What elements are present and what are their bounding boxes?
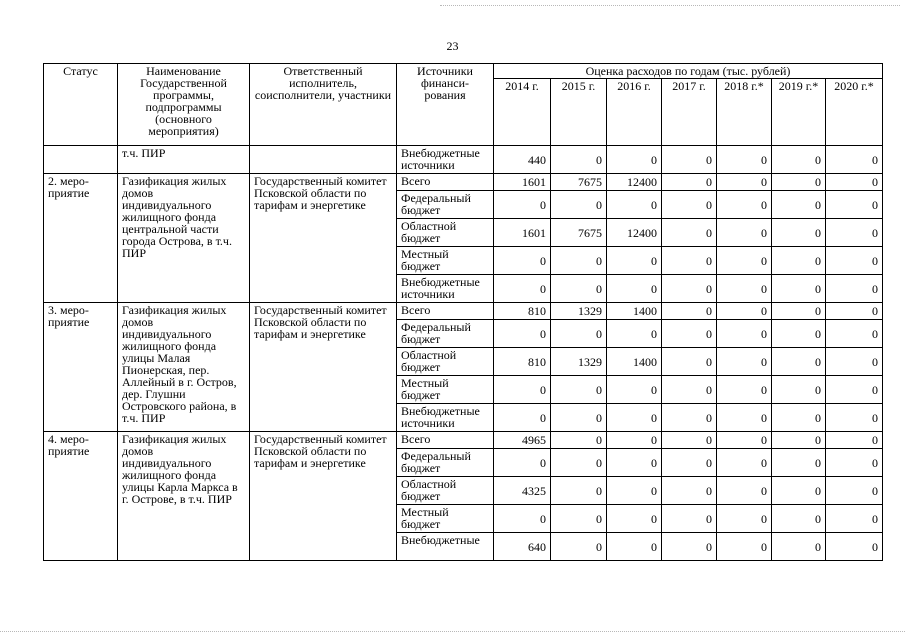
amount-cell: 0	[662, 303, 717, 320]
table-row	[44, 174, 883, 191]
amount-cell: 4325	[494, 477, 551, 505]
amount-cell: 0	[607, 505, 662, 533]
amount-cell: 1601	[494, 219, 551, 247]
funding-source-cell: Областной бюджет	[397, 477, 494, 505]
funding-source-cell: Областной бюджет	[397, 219, 494, 247]
amount-cell: 0	[772, 219, 826, 247]
amount-cell: 0	[717, 505, 772, 533]
amount-cell: 0	[494, 275, 551, 303]
amount-cell: 1400	[607, 303, 662, 320]
amount-cell: 7675	[551, 219, 607, 247]
amount-cell: 0	[772, 303, 826, 320]
amount-cell: 0	[772, 174, 826, 191]
amount-cell: 0	[772, 320, 826, 348]
amount-cell: 0	[772, 275, 826, 303]
amount-cell: 0	[551, 146, 607, 174]
amount-cell: 0	[662, 320, 717, 348]
scan-edge-bottom	[0, 631, 905, 633]
amount-cell: 0	[717, 174, 772, 191]
amount-cell: 0	[607, 404, 662, 432]
amount-cell: 0	[607, 146, 662, 174]
responsible-cell: Государственный комитет Псковской области по тарифам и энергетике	[250, 432, 397, 561]
amount-cell: 0	[607, 432, 662, 449]
amount-cell: 0	[826, 404, 883, 432]
header-status: Статус	[44, 64, 118, 146]
amount-cell: 0	[494, 247, 551, 275]
amount-cell: 0	[826, 477, 883, 505]
amount-cell: 12400	[607, 174, 662, 191]
amount-cell: 0	[717, 449, 772, 477]
amount-cell: 0	[662, 275, 717, 303]
amount-cell: 0	[717, 432, 772, 449]
funding-source-cell: Внебюджетные	[397, 533, 494, 561]
amount-cell: 0	[826, 303, 883, 320]
amount-cell: 0	[772, 432, 826, 449]
header-year: 2015 г.	[551, 79, 607, 146]
amount-cell: 0	[551, 533, 607, 561]
amount-cell: 1329	[551, 348, 607, 376]
amount-cell: 0	[494, 320, 551, 348]
table-row	[44, 146, 883, 174]
funding-source-cell: Федеральный бюджет	[397, 449, 494, 477]
header-year: 2018 г.*	[717, 79, 772, 146]
amount-cell: 0	[772, 376, 826, 404]
amount-cell: 1400	[607, 348, 662, 376]
amount-cell: 0	[551, 191, 607, 219]
program-name-cell: Газификация жилых домов индивидуального жилищного фонда улицы Малая Пионерская, пер. Аллейный в г. Остров, дер. Глушни Островского района, в т.ч. ПИР	[118, 303, 250, 432]
amount-cell: 0	[717, 146, 772, 174]
amount-cell: 0	[717, 191, 772, 219]
amount-cell: 0	[717, 247, 772, 275]
header-year: 2014 г.	[494, 79, 551, 146]
amount-cell: 0	[772, 247, 826, 275]
amount-cell: 0	[551, 275, 607, 303]
amount-cell: 0	[662, 247, 717, 275]
amount-cell: 0	[717, 404, 772, 432]
budget-table	[43, 63, 883, 561]
header-year: 2019 г.*	[772, 79, 826, 146]
amount-cell: 1329	[551, 303, 607, 320]
amount-cell: 0	[772, 348, 826, 376]
amount-cell: 0	[826, 247, 883, 275]
header-responsible: Ответственный исполнитель, соисполнители, участники	[250, 64, 397, 146]
amount-cell: 0	[717, 275, 772, 303]
scan-edge-top	[440, 5, 900, 7]
page-number: 23	[446, 39, 459, 53]
funding-source-cell: Местный бюджет	[397, 505, 494, 533]
amount-cell: 0	[607, 477, 662, 505]
amount-cell: 0	[607, 320, 662, 348]
amount-cell: 0	[551, 247, 607, 275]
amount-cell: 0	[772, 146, 826, 174]
funding-source-cell: Всего	[397, 174, 494, 191]
amount-cell: 0	[826, 191, 883, 219]
amount-cell: 0	[551, 376, 607, 404]
header-sources: Источники финанси-рования	[397, 64, 494, 146]
funding-source-cell: Федеральный бюджет	[397, 320, 494, 348]
funding-source-cell: Внебюджетные источники	[397, 404, 494, 432]
program-name-cell: т.ч. ПИР	[118, 146, 250, 174]
amount-cell: 0	[662, 505, 717, 533]
amount-cell: 0	[717, 219, 772, 247]
amount-cell: 0	[607, 247, 662, 275]
amount-cell: 0	[662, 219, 717, 247]
amount-cell: 640	[494, 533, 551, 561]
header-year: 2017 г.	[662, 79, 717, 146]
amount-cell: 0	[717, 477, 772, 505]
amount-cell: 0	[607, 191, 662, 219]
amount-cell: 0	[662, 404, 717, 432]
amount-cell: 0	[826, 505, 883, 533]
funding-source-cell: Областной бюджет	[397, 348, 494, 376]
amount-cell: 0	[662, 477, 717, 505]
status-cell: 3. меро-приятие	[44, 303, 118, 432]
header-year: 2020 г.*	[826, 79, 883, 146]
amount-cell: 0	[662, 348, 717, 376]
responsible-cell: Государственный комитет Псковской области по тарифам и энергетике	[250, 303, 397, 432]
amount-cell: 0	[717, 376, 772, 404]
amount-cell: 0	[826, 219, 883, 247]
status-cell: 4. меро-приятие	[44, 432, 118, 561]
amount-cell: 0	[662, 146, 717, 174]
amount-cell: 0	[772, 404, 826, 432]
amount-cell: 810	[494, 348, 551, 376]
amount-cell: 0	[494, 505, 551, 533]
amount-cell: 0	[826, 376, 883, 404]
amount-cell: 0	[717, 533, 772, 561]
amount-cell: 0	[494, 191, 551, 219]
table-header	[44, 64, 883, 146]
amount-cell: 810	[494, 303, 551, 320]
amount-cell: 0	[717, 303, 772, 320]
amount-cell: 0	[717, 348, 772, 376]
amount-cell: 0	[551, 505, 607, 533]
amount-cell: 0	[662, 174, 717, 191]
amount-cell: 0	[826, 449, 883, 477]
amount-cell: 0	[662, 191, 717, 219]
amount-cell: 0	[826, 146, 883, 174]
funding-source-cell: Внебюджетные источники	[397, 275, 494, 303]
amount-cell: 0	[772, 449, 826, 477]
amount-cell: 0	[662, 533, 717, 561]
amount-cell: 4965	[494, 432, 551, 449]
amount-cell: 0	[607, 449, 662, 477]
amount-cell: 7675	[551, 174, 607, 191]
amount-cell: 0	[826, 275, 883, 303]
amount-cell: 0	[826, 320, 883, 348]
header-estimate: Оценка расходов по годам (тыс. рублей)	[494, 64, 883, 79]
amount-cell: 0	[551, 432, 607, 449]
amount-cell: 0	[551, 320, 607, 348]
table-row	[44, 303, 883, 320]
amount-cell: 0	[494, 449, 551, 477]
amount-cell: 0	[607, 275, 662, 303]
funding-source-cell: Местный бюджет	[397, 376, 494, 404]
amount-cell: 12400	[607, 219, 662, 247]
responsible-cell: Государственный комитет Псковской области по тарифам и энергетике	[250, 174, 397, 303]
status-cell: 2. меро-приятие	[44, 174, 118, 303]
amount-cell: 0	[662, 449, 717, 477]
amount-cell: 0	[826, 348, 883, 376]
amount-cell: 0	[772, 191, 826, 219]
program-name-cell: Газификация жилых домов индивидуального жилищного фонда центральной части города Острова, в т.ч. ПИР	[118, 174, 250, 303]
amount-cell: 0	[826, 174, 883, 191]
amount-cell: 0	[662, 432, 717, 449]
amount-cell: 0	[551, 404, 607, 432]
funding-source-cell: Федеральный бюджет	[397, 191, 494, 219]
amount-cell: 0	[551, 449, 607, 477]
header-year: 2016 г.	[607, 79, 662, 146]
amount-cell: 0	[494, 404, 551, 432]
amount-cell: 0	[662, 376, 717, 404]
funding-source-cell: Местный бюджет	[397, 247, 494, 275]
amount-cell: 440	[494, 146, 551, 174]
table-row	[44, 432, 883, 449]
funding-source-cell: Внебюджетные источники	[397, 146, 494, 174]
status-cell	[44, 146, 118, 174]
header-name: Наименование Государственной программы, подпрограммы (основного мероприятия)	[118, 64, 250, 146]
responsible-cell	[250, 146, 397, 174]
amount-cell: 0	[717, 320, 772, 348]
table-body	[44, 146, 883, 561]
amount-cell: 1601	[494, 174, 551, 191]
amount-cell: 0	[607, 533, 662, 561]
amount-cell: 0	[826, 432, 883, 449]
program-name-cell: Газификация жилых домов индивидуального жилищного фонда улицы Карла Маркса в г. Острове, в т.ч. ПИР	[118, 432, 250, 561]
amount-cell: 0	[607, 376, 662, 404]
amount-cell: 0	[494, 376, 551, 404]
amount-cell: 0	[826, 533, 883, 561]
amount-cell: 0	[772, 477, 826, 505]
amount-cell: 0	[772, 533, 826, 561]
amount-cell: 0	[772, 505, 826, 533]
amount-cell: 0	[551, 477, 607, 505]
funding-source-cell: Всего	[397, 303, 494, 320]
funding-source-cell: Всего	[397, 432, 494, 449]
